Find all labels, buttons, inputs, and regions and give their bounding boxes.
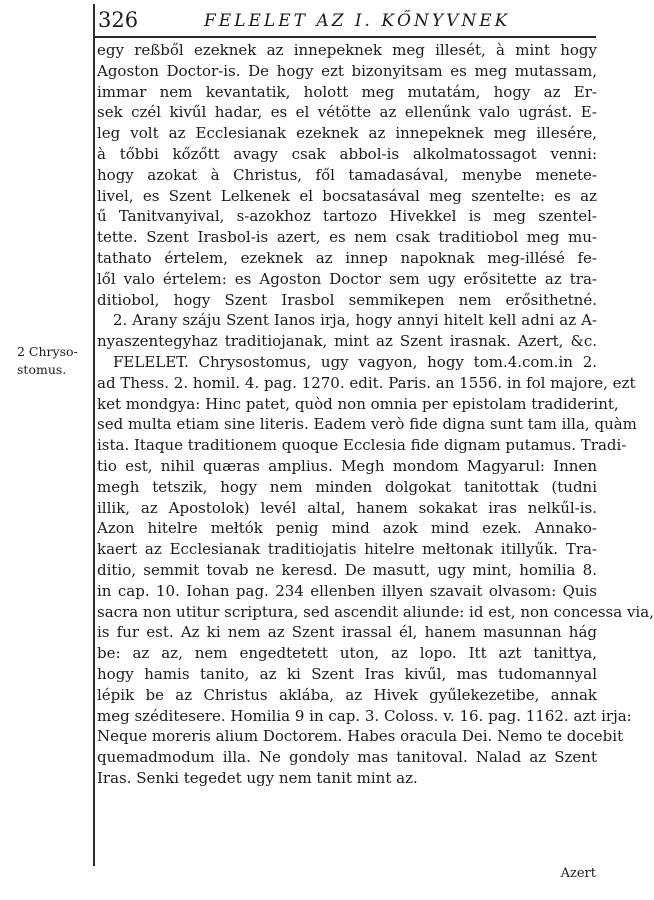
text-line: sacra non utitur scriptura, sed ascendit aliunde: id est, non concessa via, [97, 602, 654, 621]
text-line: sek czél kivűl hadar, es el vétötte az ellenűnk valo ugrást. E- [97, 103, 597, 122]
text-line: hogy azokat à Christus, fől tamadasával, menybe menete- [97, 165, 597, 184]
text-line: illik, az Apostolok) levél altal, hanem sokakat iras nelkűl-is. [97, 498, 597, 517]
text-line: in cap. 10. Iohan pag. 234 ellenben illyen szavait olvasom: Quis [97, 581, 597, 600]
text-line: is fur est. Az ki nem az Szent irassal él, hanem masunnan hág [97, 623, 597, 642]
text-line: ditiobol, hogy Szent Irasbol semmikepen nem erősithetné. [97, 290, 597, 309]
text-line: tette. Szent Irasbol-is azert, es nem csak traditiobol meg mu- [97, 228, 597, 247]
text-line: ditio, semmit tovab ne keresd. De masutt, ugy mint, homilia 8. [97, 560, 597, 579]
text-line: ű Tanitvanyival, s-azokhoz tartozo Hivekkel is meg szentel- [97, 207, 597, 226]
text-line: Agoston Doctor-is. De hogy ezt bizonyitsam es meg mutassam, [97, 61, 597, 80]
text-line: tathato értelem, ezeknek az innep napoknak meg-illésé fe- [97, 248, 597, 267]
text-line: leg volt az Ecclesianak ezeknek az innepeknek meg illesére, [97, 124, 597, 143]
page-number: 326 [98, 8, 139, 32]
text-line: Azon hitelre mełtók penig mind azok mind ezek. Annako- [97, 519, 597, 538]
text-line: ista. Itaque traditionem quoque Ecclesia fide dignam putamus. Tradi- [97, 436, 627, 455]
body-text [97, 40, 654, 789]
text-line: livel, es Szent Lelkenek el bocsatasával meg szentelte: es az [97, 186, 597, 205]
text-line: à tőbbi kőzőtt avagy csak abbol-is alkolmatossagot venni: [97, 144, 597, 163]
text-line: be: az az, nem engedtetett uton, az lopo. Itt azt tanittya, [97, 644, 597, 663]
text-line: tio est, nihil quæras amplius. Megh mondom Magyarul: Innen [97, 456, 597, 475]
text-line: nyaszentegyhaz traditiojanak, mint az Szent irasnak. Azert, &c. [97, 332, 597, 351]
text-line: hogy hamis tanito, az ki Szent Iras kivűl, mas tudomannyal [97, 664, 597, 683]
text-line: quemadmodum illa. Ne gondoly mas tanitoval. Nalad az Szent [97, 748, 597, 767]
text-line: egy reßből ezeknek az innepeknek meg illesét, à mint hogy [97, 41, 597, 59]
text-line: 2. Arany száju Szent Ianos irja, hogy annyi hitelt kell adni az A- [113, 311, 597, 330]
text-line: Iras. Senki tegedet ugy nem tanit mint az. [97, 768, 418, 787]
margin-rule [93, 4, 95, 866]
text-line: ad Thess. 2. homil. 4. pag. 1270. edit. Paris. an 1556. in fol majore, ezt [97, 373, 636, 392]
running-title: FELELET AZ I. KŐNYVNEK [204, 11, 511, 31]
page-header [96, 6, 601, 36]
text-line: megh tetszik, hogy nem minden dolgokat tanitottak (tudni [97, 477, 597, 496]
margin-note-line: 2 Chryso- [17, 344, 78, 359]
text-line: lépik be az Christus aklába, az Hivek gyűlekezetibe, annak [97, 685, 597, 704]
text-line: sed multa etiam sine literis. Eadem verò fide digna sunt tam illa, quàm [97, 415, 637, 434]
margin-note-line: stomus. [17, 362, 67, 377]
catchword: Azert [560, 866, 596, 881]
text-line: immar nem kevantatik, holott meg mutatám, hogy az Er- [97, 82, 597, 101]
text-line: Neque moreris alium Doctorem. Habes oracula Dei. Nemo te docebit [97, 727, 624, 746]
text-line: ket mondgya: Hinc patet, quòd non omnia per epistolam tradiderint, [97, 394, 619, 413]
margin-note [17, 343, 85, 379]
text-line: FELELET. Chrysostomus, ugy vagyon, hogy tom.4.com.in 2. [113, 352, 597, 371]
text-line: kaert az Ecclesianak traditiojatis hitelre mełtonak itillyűk. Tra- [97, 540, 597, 559]
header-rule [93, 36, 596, 38]
text-line: meg széditesere. Homilia 9 in cap. 3. Coloss. v. 16. pag. 1162. azt irja: [97, 706, 632, 725]
text-line: lől valo értelem: es Agoston Doctor sem ugy erősitette az tra- [97, 269, 597, 288]
